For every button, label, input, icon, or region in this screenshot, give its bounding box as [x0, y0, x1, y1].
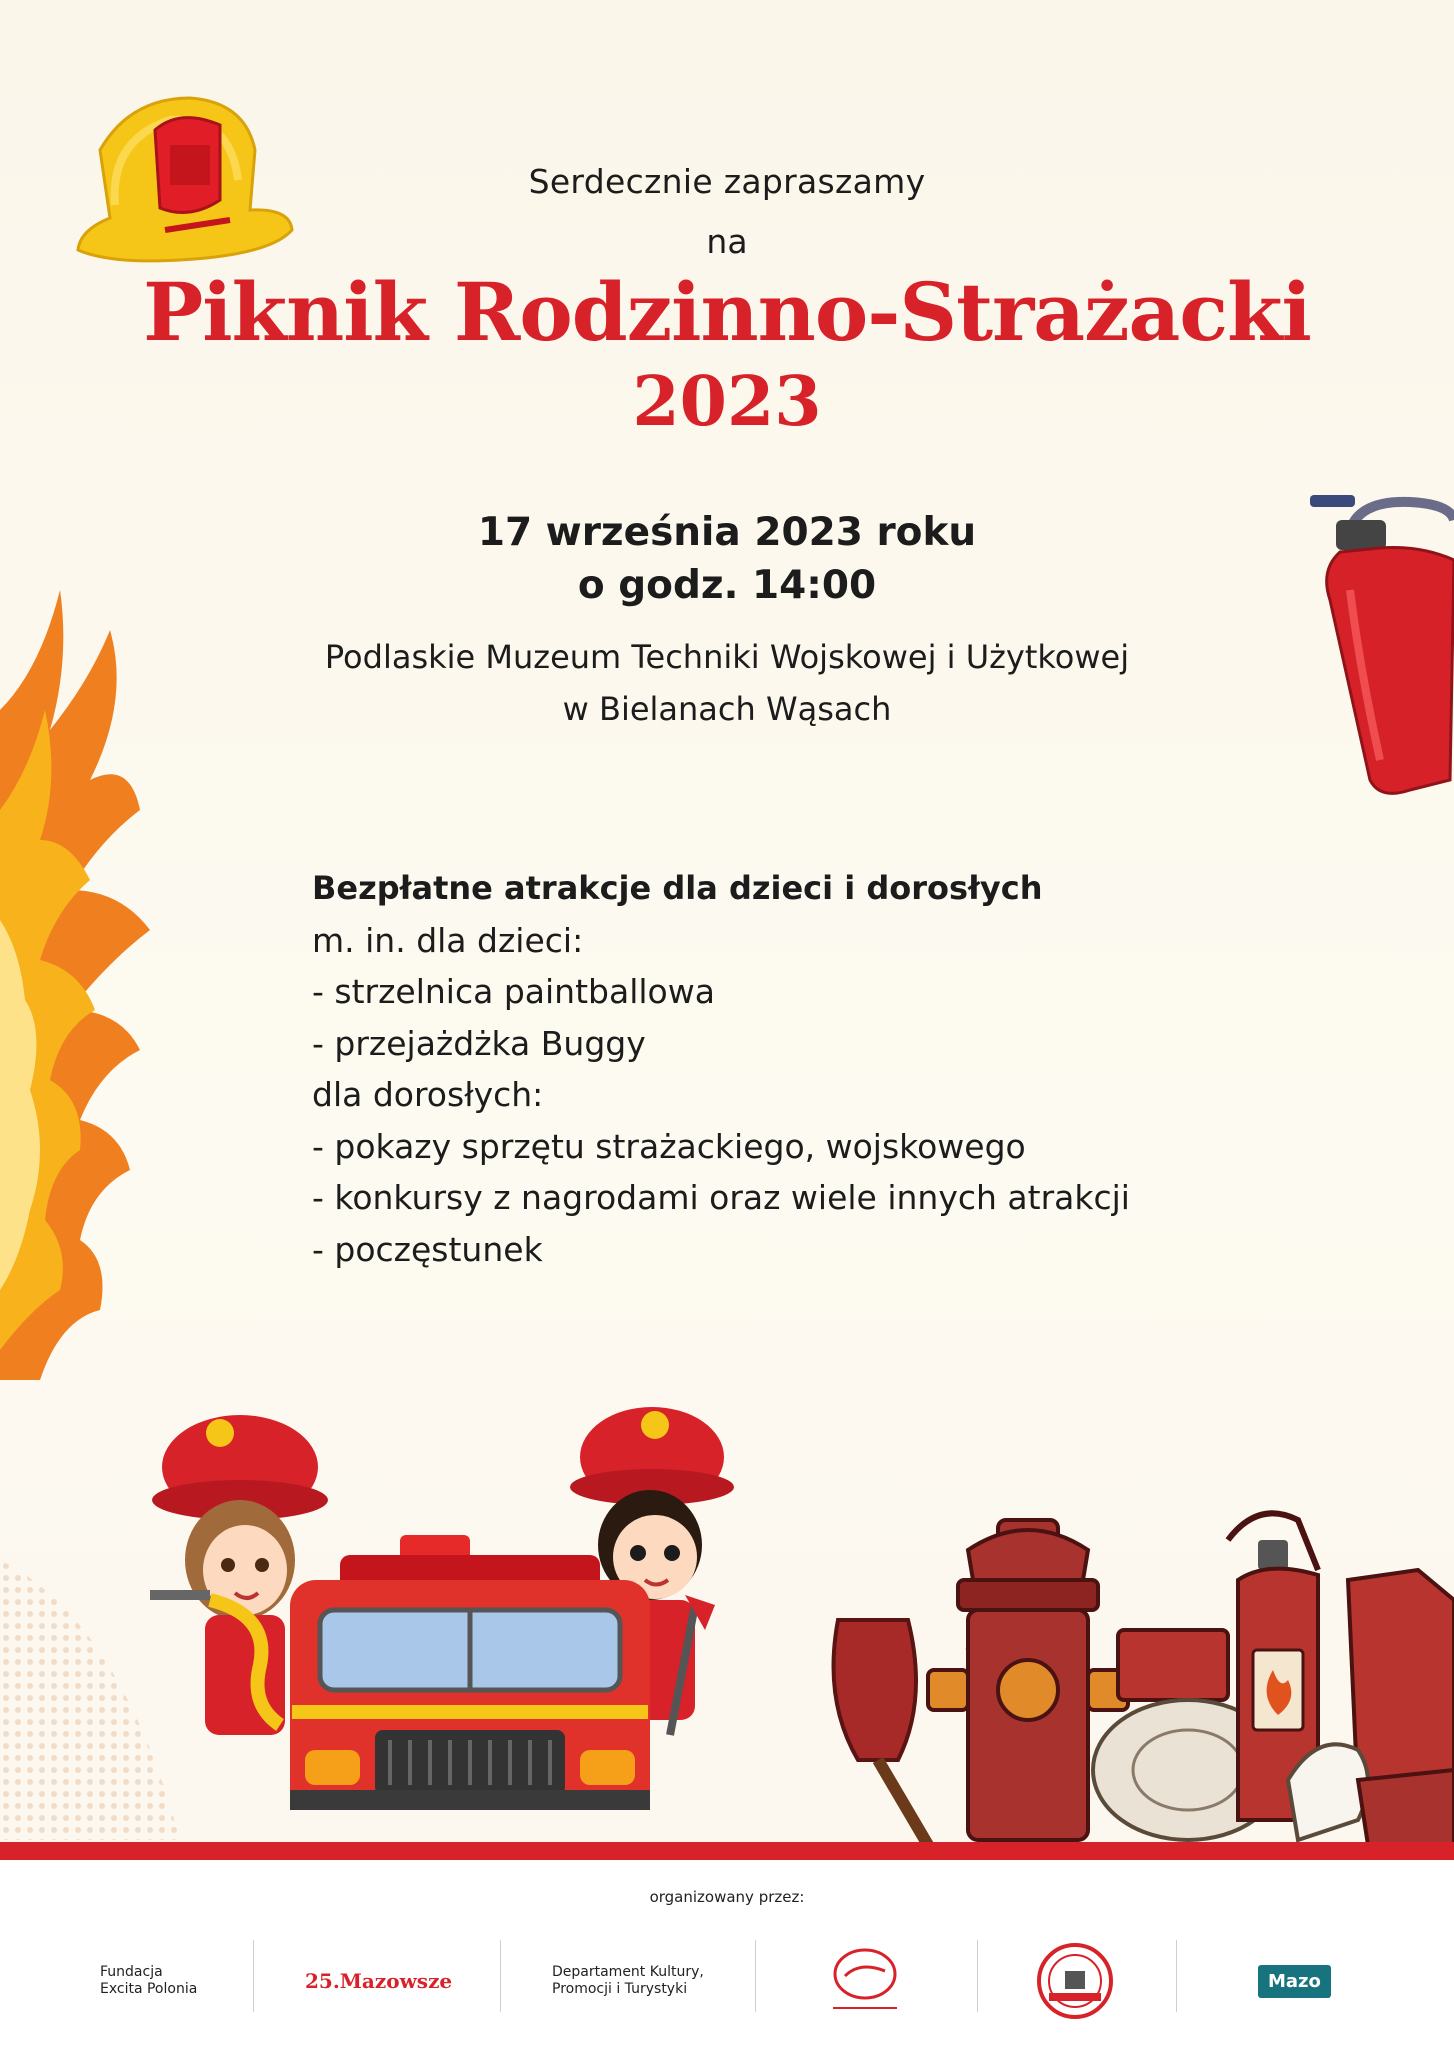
venue-line-1: Podlaskie Muzeum Techniki Wojskowej i Użytkowej — [324, 638, 1130, 676]
event-title: Piknik Rodzinno-Strażacki — [143, 265, 1311, 359]
event-time: o godz. 14:00 — [577, 563, 877, 608]
mazowsze-logo-text: 25.Mazowsze — [305, 1969, 453, 1993]
department-line-1: Departament Kultury, — [552, 1964, 704, 1980]
logo-museum-emblem — [1035, 1940, 1115, 2022]
logo-separator — [500, 1940, 501, 2012]
organized-by-text: organizowany przez: — [649, 1888, 805, 1906]
logo-fundacja-emblem — [815, 1940, 915, 2022]
fundacja-line-2: Excita Polonia — [100, 1981, 198, 1997]
kids-label: m. in. dla dzieci: — [312, 920, 584, 960]
logo-separator — [755, 1940, 756, 2012]
adults-item: - konkursy z nagrodami oraz wiele innych atrakcji — [312, 1178, 1130, 1217]
footer — [0, 1860, 1454, 2048]
kids-item: - przejażdżka Buggy — [312, 1023, 646, 1063]
kids-item: - strzelnica paintballowa — [312, 972, 715, 1011]
footer-red-band — [0, 1842, 1454, 1860]
logo-mazowsze — [305, 1940, 452, 2022]
event-date: 17 września 2023 roku — [477, 510, 977, 555]
museum-emblem-icon — [1035, 1941, 1115, 2021]
fundacja-emblem-icon — [815, 1946, 915, 2016]
logo-mazo — [1258, 1940, 1331, 2022]
event-year: 2023 — [632, 362, 822, 442]
attractions-list — [312, 863, 1192, 1275]
greeting-na-text: na — [706, 222, 748, 261]
fire-truck-icon — [150, 1405, 740, 1810]
logo-department — [552, 1940, 704, 2022]
hydrant-icon — [818, 1500, 1454, 1845]
greeting-text: Serdecznie zapraszamy — [528, 162, 926, 201]
adults-item: - poczęstunek — [312, 1229, 543, 1269]
logo-separator — [977, 1940, 978, 2012]
mazo-logo-text: Mazo — [1258, 1965, 1331, 1998]
fundacja-line-1: Fundacja — [100, 1964, 163, 1980]
logo-separator — [253, 1940, 254, 2012]
venue-line-2: w Bielanach Wąsach — [562, 690, 892, 728]
dots-decoration — [0, 1560, 200, 1840]
adults-item: - pokazy sprzętu strażackiego, wojskowego — [312, 1126, 1026, 1166]
attractions-heading: Bezpłatne atrakcje dla dzieci i dorosłych — [312, 869, 1043, 907]
department-line-2: Promocji i Turystyki — [552, 1981, 688, 1997]
logo-separator — [1176, 1940, 1177, 2012]
adults-label: dla dorosłych: — [312, 1075, 544, 1114]
logo-fundacja-excita — [100, 1940, 197, 2022]
